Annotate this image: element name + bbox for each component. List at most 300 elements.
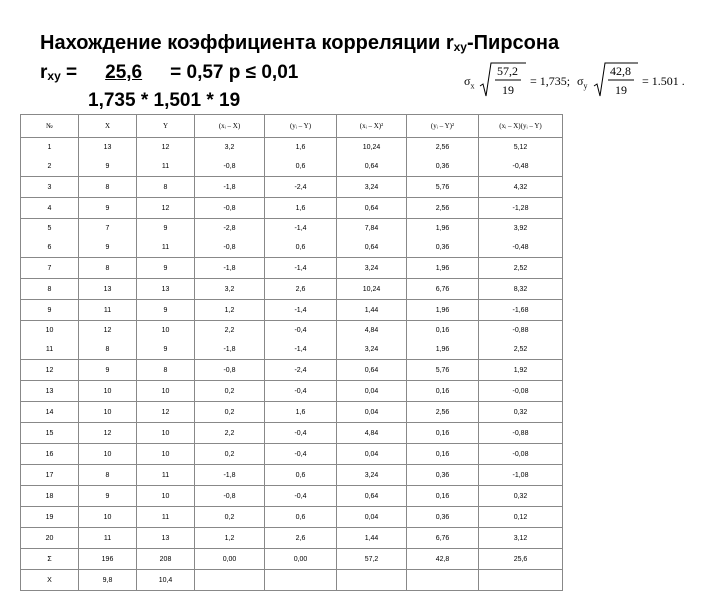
cell-value: 2,52 (513, 346, 528, 353)
sigma-y-label: $\sigma_y$ (577, 74, 588, 91)
table-cell (337, 381, 407, 402)
cell-value: 6,76 (435, 534, 450, 542)
cell-value: 11 (103, 306, 112, 314)
cell-value: 57,2 (364, 555, 379, 563)
table-cell (79, 444, 137, 465)
cell-value: 0,6 (295, 244, 306, 251)
table-cell (407, 570, 479, 591)
cell-value: 3,2 (224, 144, 235, 151)
table-cell (265, 321, 337, 360)
table-cell (21, 570, 79, 591)
table-row (21, 258, 563, 279)
table-cell (265, 570, 337, 591)
page-title (40, 32, 559, 55)
cell-value: 3 (47, 183, 52, 191)
cell-value: -1,8 (223, 346, 236, 353)
cell-value: 9 (105, 492, 110, 500)
cell-value: 0,2 (224, 408, 235, 416)
table-cell (407, 486, 479, 507)
cell-value: -2,4 (294, 183, 307, 191)
table-cell (79, 198, 137, 219)
cell-value: 1,92 (513, 366, 528, 374)
table-row (21, 300, 563, 321)
table-cell (21, 465, 79, 486)
cell-value: 10 (103, 408, 112, 416)
table-cell (137, 258, 195, 279)
cell-value: 12 (161, 204, 170, 212)
cell-value: 3,24 (364, 346, 379, 353)
cell-value: 42,8 (435, 555, 450, 563)
cell-value (195, 571, 264, 590)
cell-value: 0,2 (224, 513, 235, 521)
table-cell (265, 486, 337, 507)
cell-value: 2,6 (295, 534, 306, 542)
table-row (21, 507, 563, 528)
cell-value: 3,24 (364, 264, 379, 272)
table-row (21, 360, 563, 381)
cell-value: 208 (159, 555, 172, 563)
cell-value: 19 (45, 513, 54, 521)
table-row (21, 570, 563, 591)
cell-value: 7,84 (364, 225, 379, 232)
cell-value: 2,2 (224, 327, 235, 334)
cell-value: 10 (161, 327, 170, 334)
cell-value: 4,84 (364, 429, 379, 437)
cell-value: 10 (161, 492, 170, 500)
table-cell (479, 486, 563, 507)
table-cell (337, 360, 407, 381)
cell-value: 8 (105, 471, 110, 479)
cell-value: 13 (103, 144, 112, 151)
cell-value: 2,2 (224, 429, 235, 437)
table-cell (137, 465, 195, 486)
table-cell (265, 549, 337, 570)
table-cell (21, 528, 79, 549)
table-cell (265, 381, 337, 402)
cell-value: 0,04 (364, 450, 379, 458)
cell-value: 1,96 (435, 306, 450, 314)
cell-value: 10,24 (362, 285, 381, 293)
cell-value: 9 (163, 346, 168, 353)
table-cell (195, 177, 265, 198)
cell-value: 3,24 (364, 471, 379, 479)
cell-value: -0,8 (223, 163, 236, 170)
cell-value: 0,6 (295, 471, 306, 479)
cell-value: 13 (161, 285, 170, 293)
table-cell (21, 549, 79, 570)
cell-value: 0,64 (364, 204, 379, 212)
table-cell (337, 528, 407, 549)
table-cell (407, 279, 479, 300)
cell-value: -1,4 (294, 306, 307, 314)
cell-value: -1,68 (512, 306, 529, 314)
cell-value: 12 (45, 366, 54, 374)
cell-value: X (47, 576, 52, 584)
col-header: (xᵢ – X)(yᵢ – Y) (479, 115, 563, 138)
table-cell (21, 402, 79, 423)
table-cell (337, 486, 407, 507)
table-cell (337, 279, 407, 300)
table-cell (79, 381, 137, 402)
cell-value: 11 (161, 163, 170, 170)
table-cell (337, 258, 407, 279)
cell-value: 15 (45, 429, 54, 437)
table-cell (265, 402, 337, 423)
cell-value: 0,36 (435, 471, 450, 479)
table-cell (195, 423, 265, 444)
table-cell (195, 138, 265, 177)
cell-value: 0,36 (435, 244, 450, 251)
cell-value: 13 (161, 534, 170, 542)
table-cell (337, 507, 407, 528)
cell-value: -1,4 (294, 225, 307, 232)
cell-value: 12 (161, 408, 170, 416)
table-cell (479, 258, 563, 279)
table-cell (195, 300, 265, 321)
cell-value: 11 (103, 534, 112, 542)
cell-value: 0,32 (513, 492, 528, 500)
table-row (21, 381, 563, 402)
table-cell (195, 507, 265, 528)
table-cell (21, 381, 79, 402)
table-cell (407, 528, 479, 549)
table-cell (21, 219, 79, 258)
table-body (21, 138, 563, 591)
table-cell (79, 402, 137, 423)
cell-value: 1,96 (435, 225, 450, 232)
table-cell (137, 300, 195, 321)
title-suffix: -Пирсона (466, 32, 560, 54)
cell-value: 1,44 (364, 306, 379, 314)
cell-value: 5,76 (435, 183, 450, 191)
table-header-row (21, 115, 563, 138)
table-cell (79, 549, 137, 570)
table-cell (407, 258, 479, 279)
table-cell (195, 360, 265, 381)
table-cell (137, 279, 195, 300)
table-cell (479, 279, 563, 300)
cell-value: 10 (103, 450, 112, 458)
table-cell (479, 444, 563, 465)
cell-value: 13 (45, 387, 54, 395)
col-header: № (21, 115, 79, 138)
table-cell (407, 402, 479, 423)
cell-value: 4,32 (513, 183, 528, 191)
table-cell (137, 321, 195, 360)
cell-value: 0,00 (293, 555, 308, 563)
cell-value: 2,56 (435, 408, 450, 416)
cell-value: Σ (47, 555, 52, 563)
cell-value: 5,76 (435, 366, 450, 374)
table-cell (137, 138, 195, 177)
cell-value: -2,8 (223, 225, 236, 232)
cell-value: 18 (45, 492, 54, 500)
cell-value: 0,16 (435, 327, 450, 334)
table-cell (137, 528, 195, 549)
sigma-y-numerator: 42,8 (610, 64, 631, 78)
cell-value (337, 571, 406, 590)
table-cell (195, 279, 265, 300)
cell-value: 2,56 (435, 204, 450, 212)
table-cell (479, 465, 563, 486)
cell-value: 6,76 (435, 285, 450, 293)
cell-value: 6 (47, 244, 52, 251)
table-row (21, 549, 563, 570)
cell-value: 8 (163, 366, 168, 374)
cell-value: 8 (105, 264, 110, 272)
cell-value: -0,8 (223, 492, 236, 500)
table-cell (479, 219, 563, 258)
table-cell (137, 507, 195, 528)
cell-value: 10,24 (362, 144, 381, 151)
table-cell (21, 321, 79, 360)
table-cell (21, 423, 79, 444)
sigma-y-denominator: 19 (615, 83, 627, 97)
table-cell (265, 279, 337, 300)
col-header: (yᵢ – Y)² (407, 115, 479, 138)
table-cell (265, 444, 337, 465)
table-cell (79, 219, 137, 258)
table-cell (21, 198, 79, 219)
correlation-table (20, 114, 563, 591)
cell-value: 3,92 (513, 225, 528, 232)
cell-value: 0,04 (364, 387, 379, 395)
table-cell (195, 402, 265, 423)
table-cell (407, 507, 479, 528)
cell-value: 0,64 (364, 163, 379, 170)
cell-value: -0,08 (512, 450, 529, 458)
cell-value: 0,16 (435, 387, 450, 395)
table-cell (137, 549, 195, 570)
table-cell (337, 423, 407, 444)
formula-lhs: r (40, 62, 48, 83)
cell-value: 0,36 (435, 513, 450, 521)
cell-value: 10 (161, 450, 170, 458)
cell-value: 12 (103, 327, 112, 334)
cell-value: 1,6 (295, 144, 306, 151)
cell-value: 9 (47, 306, 52, 314)
table-cell (195, 219, 265, 258)
table-row (21, 198, 563, 219)
table-cell (337, 444, 407, 465)
cell-value: 3,2 (224, 285, 235, 293)
table-cell (21, 258, 79, 279)
cell-value: 0,64 (364, 492, 379, 500)
table-cell (137, 360, 195, 381)
table-cell (21, 279, 79, 300)
cell-value: 8,32 (513, 285, 528, 293)
cell-value: 14 (45, 408, 54, 416)
table-row (21, 177, 563, 198)
cell-value: -0,4 (294, 429, 307, 437)
cell-value: 5 (47, 225, 52, 232)
table-cell (479, 138, 563, 177)
cell-value: 10,4 (158, 576, 173, 584)
table-cell (337, 570, 407, 591)
table-cell (79, 507, 137, 528)
table-row (21, 219, 563, 258)
cell-value: 4 (47, 204, 52, 212)
table-cell (407, 198, 479, 219)
cell-value: 9 (163, 225, 168, 232)
table-cell (479, 321, 563, 360)
table-cell (79, 528, 137, 549)
table-cell (407, 465, 479, 486)
cell-value: 11 (45, 346, 54, 353)
table-row (21, 402, 563, 423)
table-cell (195, 321, 265, 360)
title-prefix: Нахождение коэффициента корреляции r (40, 32, 454, 54)
cell-value: 0,04 (364, 513, 379, 521)
cell-value: -1,8 (223, 264, 236, 272)
table-cell (479, 402, 563, 423)
table-cell (479, 198, 563, 219)
cell-value: -0,4 (294, 387, 307, 395)
cell-value: 1,6 (295, 408, 306, 416)
cell-value: 20 (45, 534, 54, 542)
cell-value: -1,8 (223, 471, 236, 479)
table-cell (407, 300, 479, 321)
cell-value: 1,96 (435, 264, 450, 272)
table-cell (195, 444, 265, 465)
cell-value: 0,16 (435, 492, 450, 500)
cell-value: 2,52 (513, 264, 528, 272)
cell-value: 9 (105, 366, 110, 374)
cell-value: -0,88 (512, 429, 529, 437)
table-cell (79, 465, 137, 486)
table-row (21, 423, 563, 444)
table-cell (479, 507, 563, 528)
cell-value: 11 (161, 244, 170, 251)
cell-value: 0,6 (295, 163, 306, 170)
cell-value: 17 (45, 471, 54, 479)
cell-value: 1,96 (435, 346, 450, 353)
cell-value: 11 (161, 513, 170, 521)
table-row (21, 321, 563, 360)
table-cell (79, 138, 137, 177)
table-row (21, 138, 563, 177)
table-cell (137, 486, 195, 507)
cell-value: 1 (47, 144, 52, 151)
cell-value: 0,2 (224, 387, 235, 395)
cell-value: -0,88 (512, 327, 529, 334)
table-cell (21, 360, 79, 381)
table-cell (137, 198, 195, 219)
cell-value: 8 (47, 285, 52, 293)
cell-value: -0,8 (223, 244, 236, 251)
table-cell (21, 138, 79, 177)
table-cell (195, 549, 265, 570)
table-cell (337, 138, 407, 177)
cell-value: 5,12 (513, 144, 528, 151)
cell-value: 0,2 (224, 450, 235, 458)
sigma-x-numerator: 57,2 (497, 64, 518, 78)
cell-value: -1,4 (294, 346, 307, 353)
col-header: X (79, 115, 137, 138)
cell-value: 12 (161, 144, 170, 151)
table-cell (407, 219, 479, 258)
table-cell (265, 198, 337, 219)
table-cell (479, 360, 563, 381)
table-row (21, 486, 563, 507)
table-cell (337, 465, 407, 486)
table-cell (21, 444, 79, 465)
cell-value: 1,44 (364, 534, 379, 542)
table-cell (21, 177, 79, 198)
cell-value: 10 (161, 429, 170, 437)
cell-value: 9 (105, 163, 110, 170)
col-header: (yᵢ – Y) (265, 115, 337, 138)
cell-value: 9 (163, 306, 168, 314)
table-cell (337, 198, 407, 219)
table-cell (479, 423, 563, 444)
table-cell (407, 360, 479, 381)
cell-value: -0,4 (294, 327, 307, 334)
table-cell (337, 549, 407, 570)
table-cell (265, 507, 337, 528)
table-cell (407, 444, 479, 465)
table-cell (479, 381, 563, 402)
table-cell (195, 258, 265, 279)
cell-value: -1,8 (223, 183, 236, 191)
table-cell (137, 177, 195, 198)
cell-value: 0,36 (435, 163, 450, 170)
table-cell (265, 138, 337, 177)
table-cell (137, 402, 195, 423)
table-cell (407, 177, 479, 198)
cell-value: 9 (163, 264, 168, 272)
cell-value: -1,4 (294, 264, 307, 272)
table-row (21, 444, 563, 465)
table-cell (137, 381, 195, 402)
cell-value: -0,4 (294, 450, 307, 458)
formula-lhs-subscript: xy (47, 69, 61, 83)
cell-value: 11 (161, 471, 170, 479)
cell-value: 8 (163, 183, 168, 191)
table-cell (265, 423, 337, 444)
table-cell (79, 300, 137, 321)
formula-result: = 0,57 p ≤ 0,01 (170, 62, 299, 83)
cell-value: -0,4 (294, 492, 307, 500)
table-cell (265, 177, 337, 198)
cell-value (265, 571, 336, 590)
cell-value: 10 (103, 387, 112, 395)
cell-value: 13 (103, 285, 112, 293)
table-cell (79, 486, 137, 507)
table-cell (337, 177, 407, 198)
cell-value: 0,04 (364, 408, 379, 416)
cell-value: 10 (103, 513, 112, 521)
cell-value: 16 (45, 450, 54, 458)
formula-equals: = (60, 62, 78, 83)
cell-value: 3,12 (513, 534, 528, 542)
table-cell (137, 444, 195, 465)
table-cell (337, 321, 407, 360)
cell-value: -0,8 (223, 204, 236, 212)
table-cell (265, 300, 337, 321)
sigma-formulas (462, 58, 684, 102)
sigma-y-value: = 1.501 . (642, 74, 685, 88)
table-cell (265, 465, 337, 486)
table-cell (479, 570, 563, 591)
table-cell (195, 198, 265, 219)
table-cell (137, 570, 195, 591)
cell-value: 0,00 (222, 555, 237, 563)
col-header: Y (137, 115, 195, 138)
table-cell (407, 423, 479, 444)
sigma-x-value: = 1,735; (530, 74, 571, 88)
cell-value: -0,48 (512, 163, 529, 170)
